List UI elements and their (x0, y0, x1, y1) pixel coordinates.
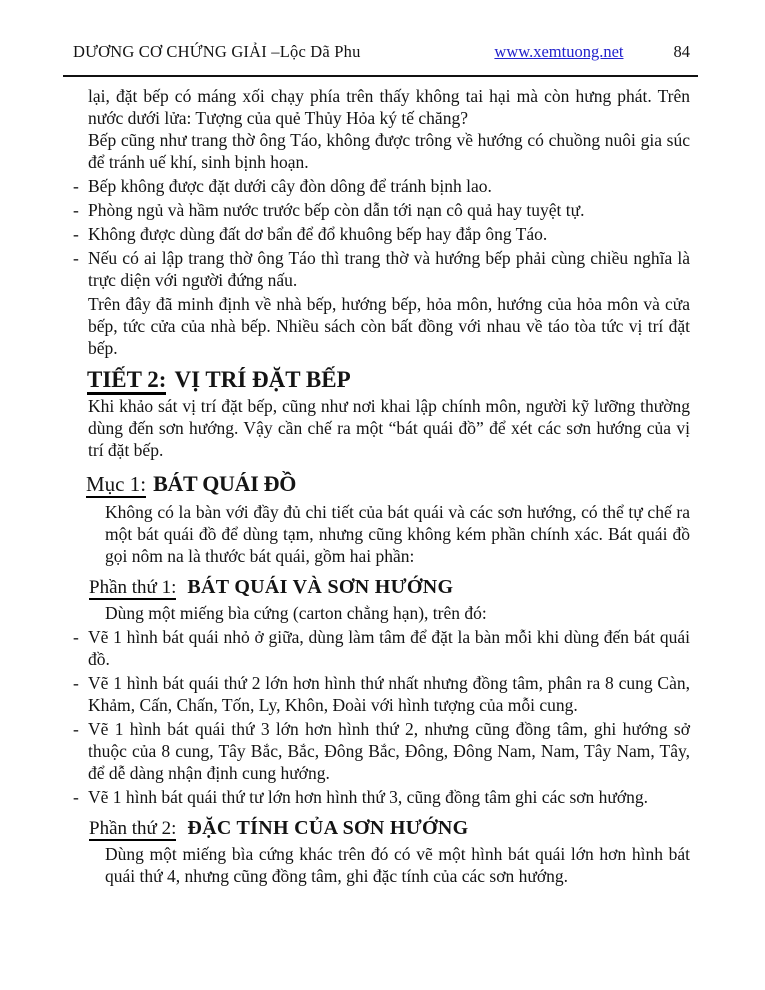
bullet-text: Nếu có ai lập trang thờ ông Táo thì trang thờ và hướng bếp phải cùng chiều nghĩa là trực diện với người đứng nấu. (88, 248, 690, 290)
heading-label: TIẾT 2: (87, 367, 166, 395)
bullet-text: Vẽ 1 hình bát quái thứ tư lớn hơn hình thứ 3, cũng đồng tâm ghi các sơn hướng. (88, 787, 649, 807)
paragraph: Trên đây đã minh định về nhà bếp, hướng bếp, hỏa môn, hướng của hỏa môn và cửa bếp, tức cửa của nhà bếp. Nhiều sách còn bất đồng với nhau về táo tòa tức vị trí đặt bếp. (88, 294, 690, 358)
bullet-text: Không được dùng đất dơ bẩn để đổ khuông bếp hay đắp ông Táo. (88, 224, 548, 244)
heading-label: Phần thứ 1: (89, 577, 177, 598)
bullet-item (73, 247, 690, 291)
page-number: 84 (673, 42, 690, 61)
bullet-item (73, 626, 690, 670)
bullet-item (73, 175, 690, 197)
bullet-dash: - (73, 248, 79, 268)
heading-title: ĐẶC TÍNH CỦA SƠN HƯỚNG (187, 817, 469, 839)
content (73, 85, 690, 887)
section-heading (86, 470, 690, 499)
bullet-text: Vẽ 1 hình bát quái thứ 3 lớn hơn hình thứ 2, nhưng cũng đồng tâm, ghi hướng sở thuộc của 8 cung, Tây Bắc, Bắc, Đông Bắc, Đông, Đông Nam, Nam, Tây Nam, Tây, để dễ dàng nhận định cung hướng. (88, 719, 690, 783)
section-heading (89, 575, 690, 600)
section-heading (87, 366, 690, 393)
section-heading (89, 816, 690, 841)
bullet-dash: - (73, 224, 79, 244)
bullet-text: Vẽ 1 hình bát quái nhỏ ở giữa, dùng làm tâm để đặt la bàn mỗi khi dùng đến bát quái đồ. (88, 627, 690, 669)
heading-label: Phần thứ 2: (89, 818, 177, 839)
bullet-item (73, 199, 690, 221)
paragraph: Dùng một miếng bìa cứng (carton chẳng hạn), trên đó: (105, 603, 487, 623)
website-link[interactable]: www.xemtuong.net (494, 42, 624, 61)
heading-title: BÁT QUÁI ĐỒ (153, 471, 297, 496)
book-title: DƯƠNG CƠ CHỨNG GIẢI –Lộc Dã Phu (73, 42, 361, 61)
bullet-dash: - (73, 673, 79, 693)
heading-label: Mục 1: (86, 472, 147, 496)
heading-title: VỊ TRÍ ĐẶT BẾP (174, 367, 351, 392)
paragraph: Không có la bàn với đầy đủ chi tiết của bát quái và các sơn hướng, có thể tự chế ra một bát quái đồ để dùng tạm, nhưng cũng không kém phần chính xác. Bát quái đồ gọi nôm na là thước bát quái, gồm hai phần: (105, 502, 690, 566)
bullet-dash: - (73, 627, 79, 647)
bullet-item (73, 672, 690, 716)
bullet-dash: - (73, 200, 79, 220)
bullet-item (73, 223, 690, 245)
bullet-dash: - (73, 719, 79, 739)
bullet-text: Vẽ 1 hình bát quái thứ 2 lớn hơn hình thứ nhất nhưng đồng tâm, phân ra 8 cung Càn, Khảm, Cấn, Chấn, Tốn, Ly, Khôn, Đoài với hình tượng của mỗi cung. (88, 673, 690, 715)
bullet-dash: - (73, 176, 79, 196)
paragraph: Bếp cũng như trang thờ ông Táo, không được trông về hướng có chuồng nuôi gia súc để tránh uế khí, sinh bịnh hoạn. (88, 130, 690, 172)
bullet-dash: - (73, 787, 79, 807)
paragraph: Khi khảo sát vị trí đặt bếp, cũng như nơi khai lập chính môn, người kỹ lưỡng thường dùng đến sơn hướng. Vậy cần chế ra một “bát quái đồ” để xét các sơn hướng của vị trí đặt bếp. (88, 396, 690, 460)
page-header (73, 42, 690, 62)
heading-title: BÁT QUÁI VÀ SƠN HƯỚNG (187, 576, 454, 598)
bullet-text: Phòng ngủ và hầm nước trước bếp còn dẫn tới nạn cô quả hay tuyệt tự. (88, 200, 585, 220)
paragraph: lại, đặt bếp có máng xối chạy phía trên thấy không tai hại mà còn hưng phát. Trên nước dưới lửa: Tượng của quẻ Thủy Hỏa ký tế chăng? (88, 86, 690, 128)
bullet-text: Bếp không được đặt dưới cây đòn dông để tránh bịnh lao. (88, 176, 492, 196)
bullet-item (73, 718, 690, 784)
header-divider (63, 75, 698, 77)
paragraph: Dùng một miếng bìa cứng khác trên đó có vẽ một hình bát quái lớn hơn hình bát quái thứ 4, nhưng cũng đồng tâm, ghi đặc tính của các sơn hướng. (105, 844, 690, 886)
bullet-item (73, 786, 690, 808)
